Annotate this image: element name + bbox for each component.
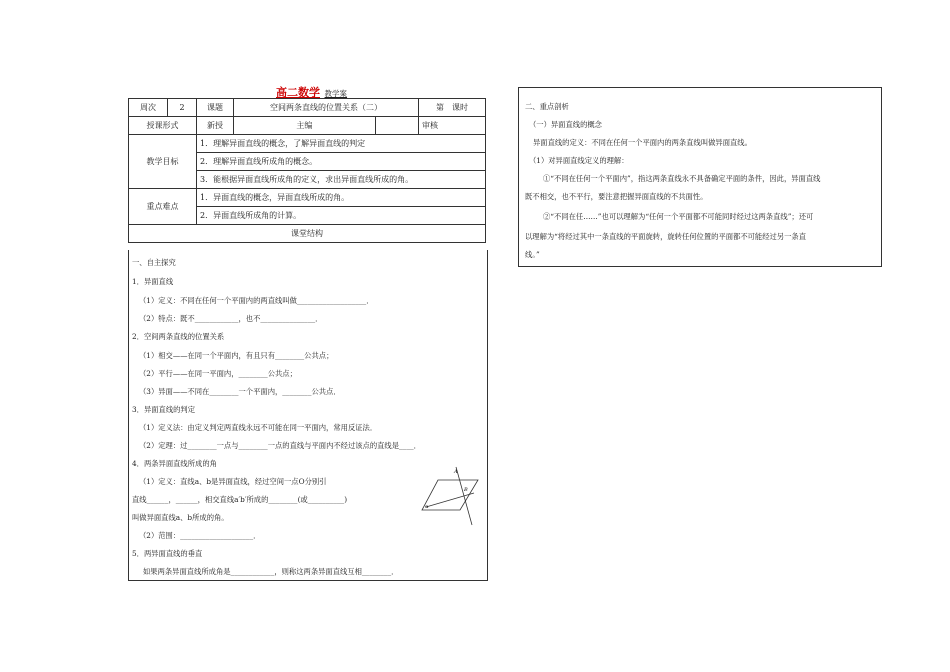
- skew-lines-figure: [420, 465, 480, 530]
- label-A: A: [454, 469, 458, 475]
- topic-label: 课题: [197, 99, 234, 117]
- week-label: 周次: [129, 99, 168, 117]
- body-line: 3．异面直线的判定: [132, 405, 196, 414]
- key-analysis-box: [518, 87, 882, 267]
- body-line: 1．异面直线: [132, 277, 174, 286]
- structure-title: 课堂结构: [129, 225, 486, 243]
- body-line: 5．两异面直线的垂直: [132, 549, 203, 558]
- form-label: 授课形式: [129, 117, 197, 135]
- editor-label: 主编: [234, 117, 376, 135]
- body-line: （1）定义：直线a、b是异面直线，经过空间一点O分别引: [139, 477, 327, 486]
- review-label: 审核: [419, 117, 486, 135]
- body-line: （1）相交——在同一个平面内，有且只有________公共点；: [139, 351, 334, 360]
- analysis-line: （一）异面直线的概念: [529, 120, 602, 129]
- body-line: （2）范围：____________________．: [139, 531, 261, 540]
- label-alpha: α: [425, 504, 429, 510]
- analysis-line: 二、重点剖析: [525, 102, 569, 111]
- body-line: 2．空间两条直线的位置关系: [132, 332, 225, 341]
- keypoints-label: 重点难点: [129, 189, 197, 225]
- analysis-line: 线。”: [525, 250, 540, 259]
- lesson-plan-table: [128, 98, 486, 243]
- body-line: 如果两条异面直线所成角是____________，则称这两条异面直线互相________．: [143, 567, 399, 576]
- analysis-line: 以理解为“将经过其中一条直线的平面旋转，旋转任何位置的平面都不可能经过另一条直: [525, 232, 807, 241]
- week-value: 2: [168, 99, 197, 117]
- goal-item: 1．理解异面直线的概念，了解异面直线的判定: [197, 135, 486, 153]
- analysis-line: 既不相交，也不平行，要注意把握异面直线的不共面性。: [525, 192, 708, 201]
- period-label: 第 课时: [419, 99, 486, 117]
- body-line: 一、自主探究: [132, 258, 176, 267]
- body-line: 叫做异面直线a、b所成的角。: [132, 513, 229, 522]
- body-line: 直线______，______，相交直线a′b′所成的________(或__________): [132, 495, 348, 504]
- form-value: 新授: [197, 117, 234, 135]
- keypoint-item: 1．异面直线的概念，异面直线所成的角。: [197, 189, 486, 207]
- body-line: （1）定义法：由定义判定两直线永远不可能在同一平面内，常用反证法．: [139, 423, 378, 432]
- analysis-line: ②“不同在任……”也可以理解为“任何一个平面都不可能同时经过这两条直线”；还可: [543, 212, 814, 221]
- body-line: （2）平行——在同一平面内，________公共点；: [139, 369, 297, 378]
- goals-label: 教学目标: [129, 135, 197, 189]
- analysis-line: ①“不同在任何一个平面内”，指这两条直线永不具备确定平面的条件，因此，异面直线: [543, 174, 821, 183]
- body-line: 4．两条异面直线所成的角: [132, 459, 217, 468]
- body-line: （3）异面——不同在________一个平面内，________公共点．: [139, 387, 341, 396]
- topic-value: 空间两条直线的位置关系（二）: [234, 99, 419, 117]
- goal-item: 2．理解异面直线所成角的概念。: [197, 153, 486, 171]
- structure-body: [128, 250, 488, 581]
- goal-item: 3．能根据异面直线所成角的定义，求出异面直线所成的角。: [197, 171, 486, 189]
- body-line: （2）特点：既不____________，也不_______________．: [139, 314, 323, 323]
- title-main: 高二数学: [276, 86, 320, 99]
- body-line: （1）定义：不同在任何一个平面内的两直线叫做___________________．: [139, 296, 374, 305]
- title-sub: 教学案: [324, 89, 348, 98]
- label-B: B: [464, 487, 468, 493]
- editor-value: [375, 117, 418, 135]
- analysis-line: 异面直线的定义：不同在任何一个平面内的两条直线叫做异面直线。: [533, 138, 752, 147]
- analysis-line: （1）对异面直线定义的理解：: [529, 156, 629, 165]
- keypoint-item: 2．异面直线所成角的计算。: [197, 207, 486, 225]
- body-line: （2）定理：过________一点与________一点的直线与平面内不经过该点的直线是____．: [139, 441, 421, 450]
